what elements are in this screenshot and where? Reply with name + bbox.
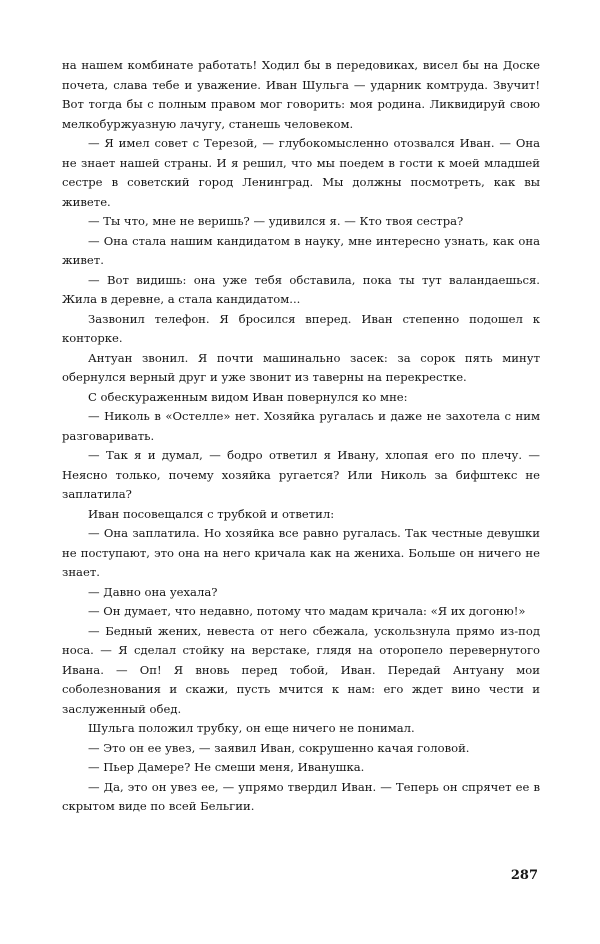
- paragraph-13: — Давно она уехала?: [88, 584, 218, 599]
- paragraph-19: — Да, это он увез ее, — упрямо твердил Иван. — Теперь он спрячет ее в скрытом виде по всей Бельгии.: [62, 779, 540, 813]
- paragraph-6: Зазвонил телефон. Я бросился вперед. Иван степенно подошел к конторке.: [62, 311, 540, 345]
- paragraph-17: — Это он ее увез, — заявил Иван, сокрушенно качая головой.: [88, 740, 470, 755]
- paragraph-3: — Ты что, мне не веришь? — удивился я. — Кто твоя сестра?: [88, 214, 464, 228]
- paragraph-11: Иван посовещался с трубкой и ответил:: [88, 506, 335, 521]
- paragraph-8: С обескураженным видом Иван повернулся ко мне:: [88, 389, 408, 404]
- paragraph-15: — Бедный жених, невеста от него сбежала, ускользнула прямо из-под носа. — Я сделал стойку на верстаке, глядя на оторопело перевернутого Ивана. — Оп! Я вновь перед тобой, Иван. Передай Антуану мои соболезнования и скажи, пусть мчится к нам: его ждет вино чести и заслуженный обед.: [62, 623, 540, 716]
- paragraph-7: Антуан звонил. Я почти машинально засек: за сорок пять минут обернулся верный друг и уже звонит из таверны на перекрестке.: [62, 350, 540, 384]
- page-number: 287: [510, 868, 538, 883]
- paragraph-14: — Он думает, что недавно, потому что мадам кричала: «Я их догоню!»: [88, 604, 526, 618]
- paragraph-16: Шульга положил трубку, он еще ничего не понимал.: [88, 721, 415, 735]
- paragraph-4: — Она стала нашим кандидатом в науку, мне интересно узнать, как она живет.: [62, 233, 540, 267]
- paragraph-5: — Вот видишь: она уже тебя обставила, пока ты тут валандаешься. Жила в деревне, а стала кандидатом...: [62, 272, 540, 306]
- paragraph-9: — Николь в «Остелле» нет. Хозяйка ругалась и даже не захотела с ним разговаривать.: [62, 409, 540, 443]
- paragraph-2: — Я имел совет с Терезой, — глубокомысленно отозвался Иван. — Она не знает нашей страны. И я решил, что мы поедем в гости к моей младшей сестре в советский город Ленинград. Мы должны посмотреть, как вы живете.: [62, 136, 540, 209]
- paragraph-10: — Так я и думал, — бодро ответил я Ивану, хлопая его по плечу. — Неясно только, почему хозяйка ругается? Или Николь за бифштекс не заплатила?: [62, 448, 540, 501]
- paragraph-1: на нашем комбинате работать! Ходил бы в передовиках, висел бы на Доске почета, слава тебе и уважение. Иван Шульга — ударник комтруда. Звучит! Вот тогда бы с полным правом мог говорить: моя родина. Ликвидируй свою мелкобуржуазную лачугу, станешь человеком.: [62, 58, 540, 131]
- paragraph-12: — Она заплатила. Но хозяйка все равно ругалась. Так честные девушки не поступают, это она на него кричала как на жениха. Больше он ничего не знает.: [62, 526, 540, 579]
- page-body: [62, 56, 540, 817]
- paragraph-18: — Пьер Дамере? Не смеши меня, Иванушка.: [88, 760, 365, 774]
